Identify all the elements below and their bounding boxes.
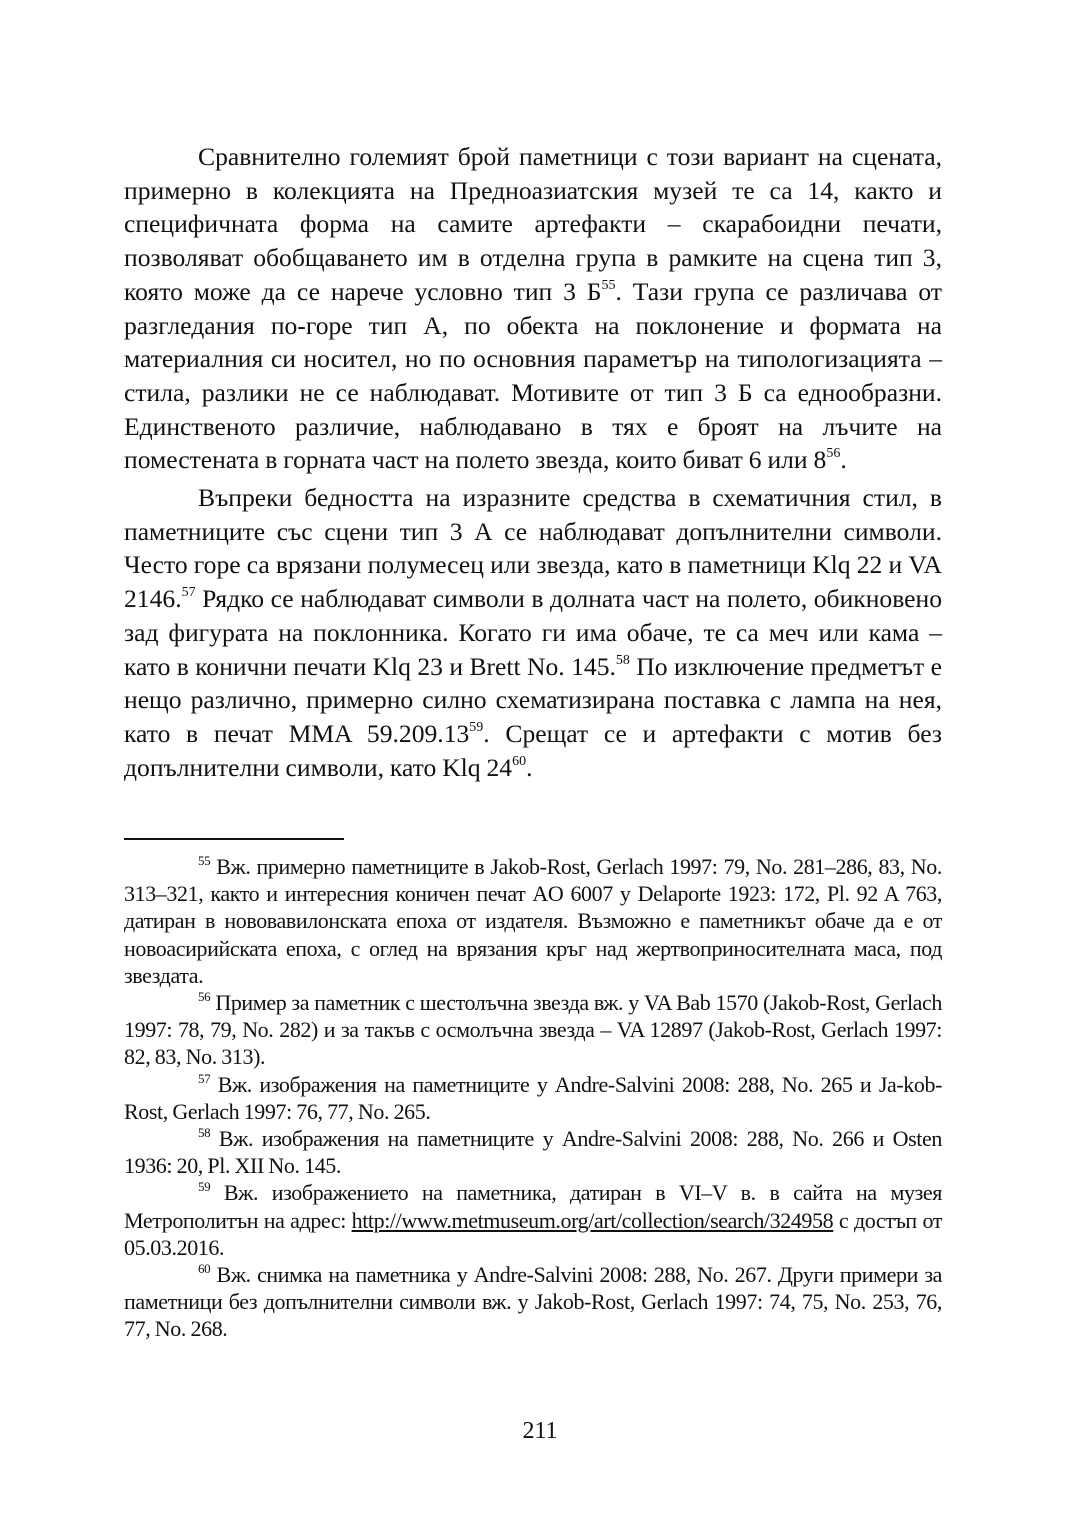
footnote-text: Вж. примерно паметниците в Jakob-Rost, Gerlach 1997: 79, No. 281–286, 83, No. 313–321, както и интересния коничен печат AO 6007 у Delaporte 1923: 172, Pl. 92 A 763, датиран в нововавилонската епоха от издателя. Възможно е паметникът обаче да е от новоасирийската епоха, с оглед на врязания кръг над жертвоприносителната маса, под звездата.: [124, 854, 942, 988]
footnote-text: Вж. снимка на паметника у Andre-Salvini 2008: 288, No. 267. Други примери за паметници без допълнителни символи вж. у Jakob-Rost, Gerlach 1997: 74, 75, No. 253, 76, 77, No. 268.: [124, 1262, 942, 1342]
footnote-ref-60[interactable]: 60: [512, 753, 527, 769]
footnote-number: 57: [198, 1070, 211, 1086]
footnote-number: 55: [198, 853, 211, 868]
paragraph-2-text-d: . Срещат се и артефакти с мотив без допълнителни символи, като Klq 24: [124, 718, 942, 782]
footnote-separator: [124, 838, 344, 840]
footnote-ref-58[interactable]: 58: [615, 652, 630, 668]
footnote-56: [124, 989, 942, 1071]
footnote-text: Пример за паметник с шестолъчна звезда вж. у VA Bab 1570 (Jakob-Rost, Gerlach 1997: 78, 79, No. 282) и за такъв с осмолъчна звезда – VA 12897 (Jakob-Rost, Gerlach 1997: 82, 83, No. 313).: [124, 990, 942, 1070]
paragraph-2-text-a: Въпреки бедността на изразните средства в схематичния стил, в паметниците със сцени тип 3 А се наблюдават допълнителни символи. Често горе са врязани полумесец или звезда, като в паметници Klq 22 и VA 2146.: [124, 483, 942, 614]
footnote-55: [124, 853, 942, 989]
footnote-text: Вж. изображения на паметниците у Andre-Salvini 2008: 288, No. 266 и Osten 1936: 20, Pl. XII No. 145.: [124, 1126, 942, 1179]
paragraph-1: [124, 140, 942, 477]
paragraph-1-text-b: . Тази група се различава от разгледания по-горе тип А, по обекта на поклонение и формата на материалния си носител, но по основния параметър на типологизацията – стила, разлики не се наблюдават. Мотивите от тип 3 Б са еднообразни. Единственото различие, наблюдавано в тях е броят на лъчите на поместената в горната част на полето звезда, които биват 6 или 8: [124, 276, 942, 475]
page-number: 211: [522, 1418, 558, 1444]
footnote-60: [124, 1261, 942, 1343]
paragraph-2-text-b: Рядко се наблюдават символи в долната част на полето, обикновено зад фигурата на поклонника. Когато ги има обаче, те са меч или кама – като в конични печати Klq 23 и Brett No. 145.: [124, 584, 942, 681]
footnote-57: [124, 1071, 942, 1125]
paragraph-1-text-a: Сравнително големият брой паметници с този вариант на сцената, примерно в колекцията на Предноазиатския музей те са 14, както и специфичната форма на самите артефакти – скарабоидни печати, позволяват обобщаването им в отделна група в рамките на сцена тип 3, която може да се нарече условно тип 3 Б: [124, 142, 942, 306]
paragraph-1-text-c: .: [840, 445, 847, 475]
footnotes: [124, 853, 942, 1343]
footnote-58: [124, 1125, 942, 1179]
main-text: [124, 140, 942, 784]
footnote-number: 60: [198, 1261, 211, 1277]
footnote-59: [124, 1179, 942, 1261]
footnote-ref-56[interactable]: 56: [826, 446, 841, 462]
footnote-ref-59[interactable]: 59: [469, 719, 484, 735]
footnote-text-after: с достъп от 05.03.2016.: [124, 1207, 942, 1260]
footnote-text: Вж. изображението на паметника, датиран в VI–V в. в сайта на музея Метрополитън на адрес:: [124, 1180, 942, 1233]
metmuseum-link[interactable]: http://www.metmuseum.org/art/collection/search/324958: [351, 1207, 834, 1233]
footnote-number: 59: [198, 1179, 211, 1195]
paragraph-2-text-e: .: [526, 752, 533, 782]
footnote-text: Вж. изображения на паметниците у Andre-Salvini 2008: 288, No. 265 и Ja-kob-Rost, Gerlach 1997: 76, 77, No. 265.: [124, 1071, 942, 1124]
footnote-number: 58: [198, 1125, 211, 1141]
paragraph-2-text-c: По изключение предметът е нещо различно, примерно силно схематизирана поставка с лампа на нея, като в печат MMA 59.209.13: [124, 651, 943, 748]
footnote-number: 56: [198, 989, 211, 1005]
footnote-ref-57[interactable]: 57: [181, 585, 196, 601]
footnote-ref-55[interactable]: 55: [601, 277, 616, 293]
paragraph-2: [124, 481, 942, 784]
